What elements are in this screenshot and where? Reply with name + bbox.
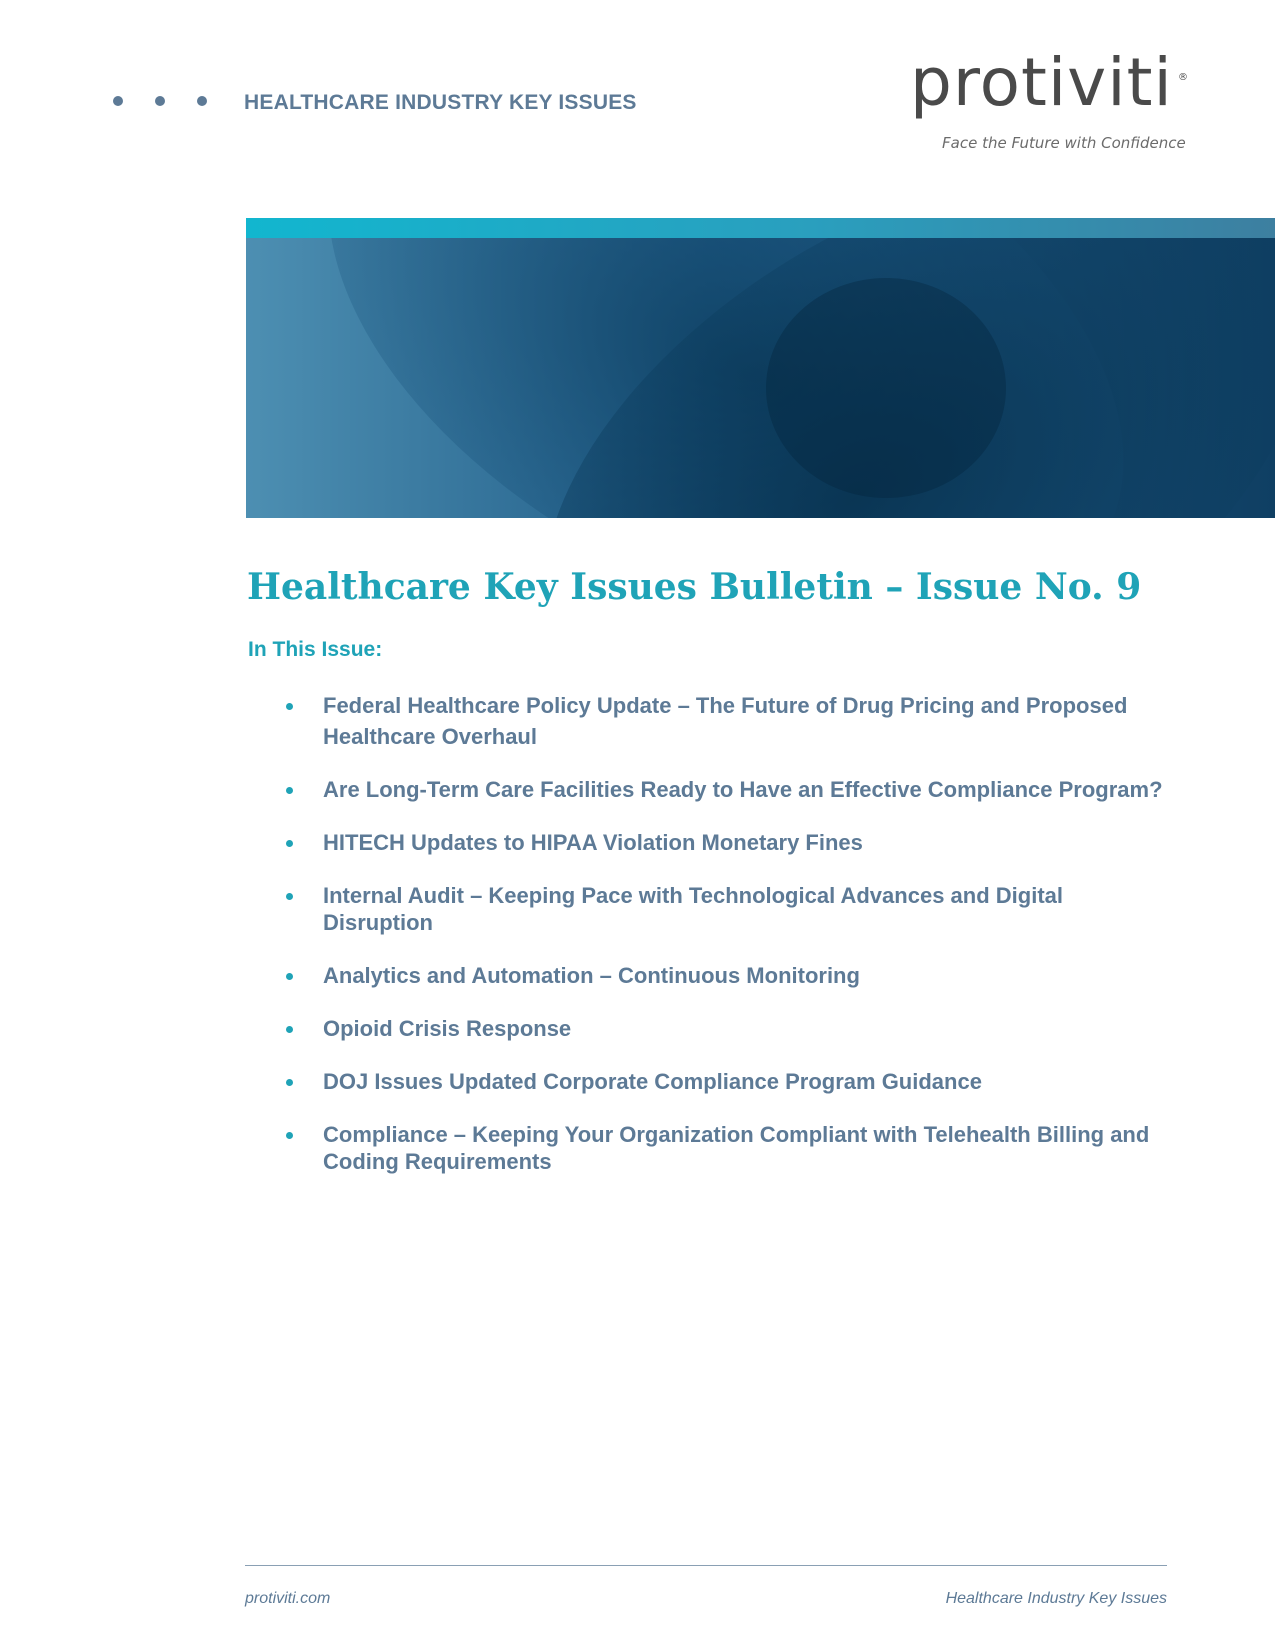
logo-wordmark: protiviti	[910, 44, 1173, 121]
issue-text: DOJ Issues Updated Corporate Compliance Program Guidance	[323, 1069, 982, 1094]
list-item	[284, 1068, 1164, 1095]
issue-text: Internal Audit – Keeping Pace with Technological Advances and Digital Disruption	[323, 883, 1063, 935]
issue-text: Analytics and Automation – Continuous Monitoring	[323, 963, 860, 988]
bullet-icon	[286, 893, 293, 900]
footer-publication-name: Healthcare Industry Key Issues	[945, 1590, 1167, 1607]
bullet-icon	[286, 1132, 293, 1139]
dot-icon	[113, 96, 123, 106]
footer-website-link[interactable]: protiviti.com	[245, 1590, 331, 1607]
issue-text: HITECH Updates to HIPAA Violation Monetary Fines	[323, 830, 863, 855]
logo-registered-mark: ®	[1178, 72, 1188, 83]
dot-icon	[197, 96, 207, 106]
document-title: Healthcare Key Issues Bulletin – Issue No. 9	[247, 566, 1142, 608]
bullet-icon	[286, 840, 293, 847]
list-item	[284, 882, 1164, 936]
issue-text: Opioid Crisis Response	[323, 1016, 572, 1041]
header-banner-image	[246, 218, 1275, 518]
bullet-icon	[286, 787, 293, 794]
list-item	[284, 1121, 1164, 1175]
header-dots	[113, 96, 207, 106]
dot-icon	[155, 96, 165, 106]
issue-list	[284, 690, 1164, 1201]
logo-tagline: Face the Future with Confidence	[942, 134, 1186, 152]
in-this-issue-heading: In This Issue:	[248, 638, 383, 661]
list-item	[284, 690, 1164, 752]
issue-text: Federal Healthcare Policy Update – The Future of Drug Pricing and Proposed Healthcare Overhaul	[323, 693, 1128, 749]
list-item	[284, 776, 1164, 803]
bullet-icon	[286, 703, 293, 710]
protiviti-logo	[910, 44, 1190, 160]
bullet-icon	[286, 973, 293, 980]
header-section-title: HEALTHCARE INDUSTRY KEY ISSUES	[244, 91, 637, 114]
bullet-icon	[286, 1026, 293, 1033]
list-item	[284, 962, 1164, 989]
list-item	[284, 1015, 1164, 1042]
footer-divider	[245, 1565, 1167, 1566]
issue-text: Are Long-Term Care Facilities Ready to Have an Effective Compliance Program?	[323, 777, 1163, 802]
issue-text: Compliance – Keeping Your Organization Compliant with Telehealth Billing and Coding Requirements	[323, 1122, 1150, 1174]
bullet-icon	[286, 1079, 293, 1086]
list-item	[284, 829, 1164, 856]
